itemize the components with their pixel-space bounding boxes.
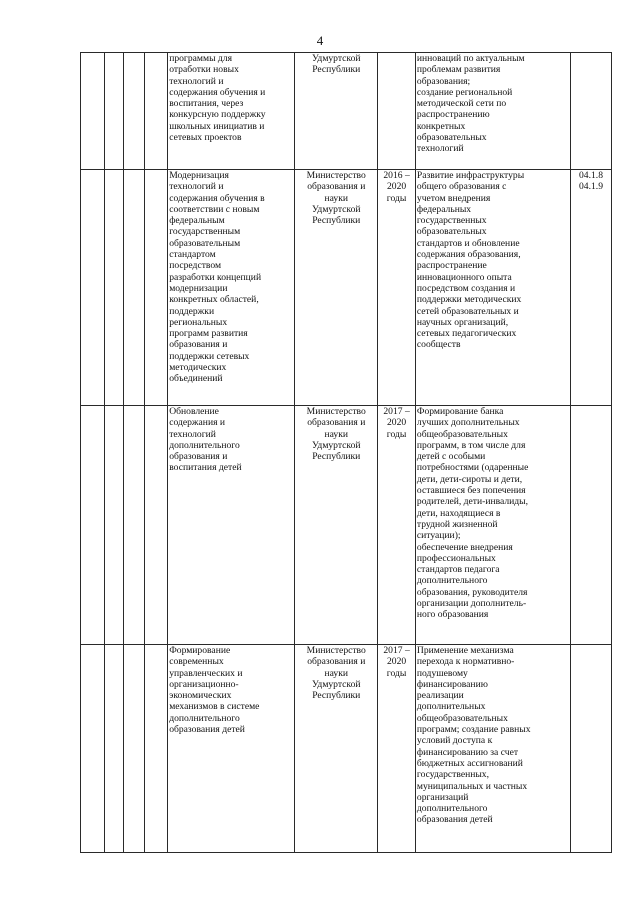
cell-line: посредством создания и [416, 282, 516, 294]
cell-line: 04.1.8 [579, 170, 603, 181]
cell-line: организации дополнитель- [416, 598, 527, 610]
cell-line: лучших дополнительных [416, 417, 520, 429]
cell-line: дополнительного [169, 439, 240, 451]
empty-cell [81, 645, 105, 853]
empty-cell [124, 170, 144, 406]
cell-line: Республики [312, 64, 361, 76]
cell-line: сообществ [416, 339, 461, 351]
cell-line: Республики [312, 451, 361, 463]
cell-line: конкретных областей, [169, 294, 259, 306]
cell-line: механизмов в системе [169, 701, 260, 713]
cell-line: программ, в том числе для [416, 439, 526, 451]
cell-line: дополнительного [169, 712, 240, 724]
cell-line: распространению [416, 109, 490, 121]
cell-line: отработки новых [169, 64, 239, 76]
cell-line: поддержки сетевых [169, 350, 250, 362]
action-cell [168, 645, 295, 853]
cell-line: профессиональных [416, 552, 496, 564]
cell-line: воспитания детей [169, 462, 242, 474]
period-cell [378, 406, 416, 645]
cell-line: научных организаций, [416, 316, 509, 328]
cell-line: государственных, [416, 769, 489, 781]
cell-line: 2017 – [383, 645, 410, 656]
cell-line: федеральных [416, 203, 472, 215]
cell-line: сетевых проектов [169, 132, 242, 144]
cell-line: сетевых педагогических [416, 328, 517, 340]
cell-line: науки [324, 667, 348, 679]
cell-line: технологий и [169, 181, 224, 193]
cell-line: программы для [169, 53, 232, 64]
empty-cell [144, 170, 168, 406]
executor-cell [295, 170, 378, 406]
table-row [81, 170, 612, 406]
cell-line: образования, руководителя [416, 586, 528, 598]
cell-line: распространение [416, 260, 487, 272]
cell-line: Применение механизма [416, 645, 514, 656]
empty-cell [124, 53, 144, 170]
result-cell [415, 406, 570, 645]
cell-line: 2017 – [383, 406, 410, 417]
cell-line: стандартом [169, 249, 216, 261]
cell-line: Министерство [306, 406, 366, 417]
cell-line: инноваций по актуальным [416, 53, 525, 64]
cell-line: поддержки [169, 305, 215, 317]
action-cell [168, 53, 295, 170]
cell-line: создание региональной [416, 86, 513, 98]
empty-cell [104, 170, 123, 406]
cell-line: подушевому [416, 667, 468, 679]
cell-line: конкурсную поддержку [169, 109, 266, 121]
cell-line: реализации [416, 690, 464, 702]
cell-line: оставшиеся без попечения [416, 485, 526, 497]
cell-line: инновационного опыта [416, 271, 512, 283]
cell-line: стандартов и обновление [416, 237, 520, 249]
cell-line: образования и [169, 451, 228, 463]
executor-cell [295, 645, 378, 853]
cell-line: соответствии с новым [169, 203, 260, 215]
cell-line: образования детей [169, 724, 245, 736]
cell-line: учетом внедрения [416, 192, 491, 204]
cell-line: Формирование [169, 645, 231, 656]
cell-line: годы [386, 428, 407, 440]
cell-line: дети, дети-сироты и дети, [416, 473, 523, 485]
table-row [81, 53, 612, 170]
cell-line: содержания обучения в [169, 192, 265, 204]
cell-line: дети, находящиеся в [416, 507, 501, 519]
cell-line: науки [324, 192, 348, 204]
cell-line: объединений [169, 373, 223, 385]
cell-line: финансированию [416, 678, 488, 690]
cell-line: Модернизация [169, 170, 229, 181]
cell-line: годы [386, 667, 407, 679]
cell-line: 2020 [386, 656, 407, 668]
result-cell [415, 53, 570, 170]
period-cell [378, 645, 416, 853]
indicator-cell [571, 53, 612, 170]
cell-line: содержания обучения и [169, 86, 266, 98]
cell-line: содержания и [169, 417, 226, 429]
empty-cell [81, 170, 105, 406]
cell-line: технологий и [169, 75, 224, 87]
empty-cell [124, 645, 144, 853]
cell-line: федеральным [169, 215, 225, 227]
cell-line: образования и [307, 181, 366, 193]
cell-line: программ развития [169, 328, 248, 340]
cell-line: модернизации [169, 282, 228, 294]
action-cell [168, 170, 295, 406]
cell-line: воспитания, через [169, 98, 244, 110]
cell-line: образовательных [416, 132, 487, 144]
cell-line: общего образования с [416, 181, 507, 193]
cell-line: Формирование банка [416, 406, 504, 417]
cell-line: образования детей [416, 814, 493, 826]
cell-line: организаций [416, 791, 469, 803]
cell-line: бюджетных ассигнований [416, 757, 523, 769]
cell-line: 2020 [386, 417, 407, 429]
cell-line: родителей, дети-инвалиды, [416, 496, 528, 508]
cell-line: обеспечение внедрения [416, 541, 513, 553]
empty-cell [104, 53, 123, 170]
executor-cell [295, 406, 378, 645]
cell-line: программ; создание равных [416, 724, 531, 736]
cell-line: дополнительных [416, 701, 486, 713]
cell-line: технологий [169, 428, 216, 440]
cell-line: науки [324, 428, 348, 440]
cell-line: 04.1.9 [579, 181, 603, 193]
cell-line: стандартов педагога [416, 564, 500, 576]
cell-line: экономических [169, 690, 232, 702]
cell-line: методических [169, 362, 227, 374]
cell-line: трудной жизненной [416, 518, 498, 530]
cell-line: 2020 [386, 181, 407, 193]
cell-line: общеобразовательных [416, 428, 508, 440]
cell-line: годы [386, 192, 407, 204]
cell-line: Республики [312, 215, 361, 227]
cell-line: содержания образования, [416, 249, 521, 261]
page-number: 4 [316, 33, 324, 48]
cell-line: технологий [416, 143, 464, 155]
table-row [81, 645, 612, 853]
indicator-cell [571, 406, 612, 645]
cell-line: современных [169, 656, 224, 668]
cell-line: Министерство [306, 170, 366, 181]
cell-line: Министерство [306, 645, 366, 656]
cell-line: 2016 – [383, 170, 410, 181]
period-cell [378, 53, 416, 170]
cell-line: ного образования [416, 609, 489, 621]
program-table [80, 52, 612, 853]
cell-line: сетей образовательных и [416, 305, 519, 317]
cell-line: образования; [416, 75, 471, 87]
cell-line: конкретных [416, 120, 466, 132]
cell-line: Удмуртской [311, 678, 361, 690]
empty-cell [144, 406, 168, 645]
empty-cell [124, 406, 144, 645]
empty-cell [104, 406, 123, 645]
cell-line: методической сети по [416, 98, 507, 110]
cell-line: финансированию за счет [416, 746, 519, 758]
period-cell [378, 170, 416, 406]
executor-cell [295, 53, 378, 170]
table-row [81, 406, 612, 645]
cell-line: Удмуртской [311, 439, 361, 451]
cell-line: дополнительного [416, 803, 488, 815]
cell-line: образования и [307, 417, 366, 429]
cell-line: управленческих и [169, 667, 243, 679]
cell-line: дополнительного [416, 575, 488, 587]
indicator-cell [571, 645, 612, 853]
cell-line: условий доступа к [416, 735, 493, 747]
cell-line: муниципальных и частных [416, 780, 528, 792]
cell-line: разработки концепций [169, 271, 262, 283]
cell-line: проблемам развития [416, 64, 501, 76]
result-cell [415, 645, 570, 853]
cell-line: перехода к нормативно- [416, 656, 515, 668]
cell-line: Республики [312, 690, 361, 702]
cell-line: школьных инициатив и [169, 120, 265, 132]
cell-line: общеобразовательных [416, 712, 508, 724]
indicator-cell [571, 170, 612, 406]
result-cell [415, 170, 570, 406]
cell-line: Удмуртской [311, 203, 361, 215]
empty-cell [144, 53, 168, 170]
cell-line: потребностями (одаренные [416, 462, 529, 474]
empty-cell [144, 645, 168, 853]
cell-line: образования и [307, 656, 366, 668]
cell-line: ситуации); [416, 530, 461, 542]
empty-cell [81, 53, 105, 170]
cell-line: образовательным [169, 237, 241, 249]
empty-cell [81, 406, 105, 645]
cell-line: государственных [416, 215, 487, 227]
action-cell [168, 406, 295, 645]
cell-line: Удмуртской [311, 53, 361, 64]
cell-line: посредством [169, 260, 222, 272]
cell-line: Развитие инфраструктуры [416, 170, 525, 181]
cell-line: детей с особыми [416, 451, 486, 463]
cell-line: организационно- [169, 678, 239, 690]
empty-cell [104, 645, 123, 853]
cell-line: поддержки методических [416, 294, 522, 306]
cell-line: региональных [169, 316, 228, 328]
cell-line: государственным [169, 226, 241, 238]
cell-line: Обновление [169, 406, 219, 417]
cell-line: образовательных [416, 226, 487, 238]
cell-line: образования и [169, 339, 228, 351]
